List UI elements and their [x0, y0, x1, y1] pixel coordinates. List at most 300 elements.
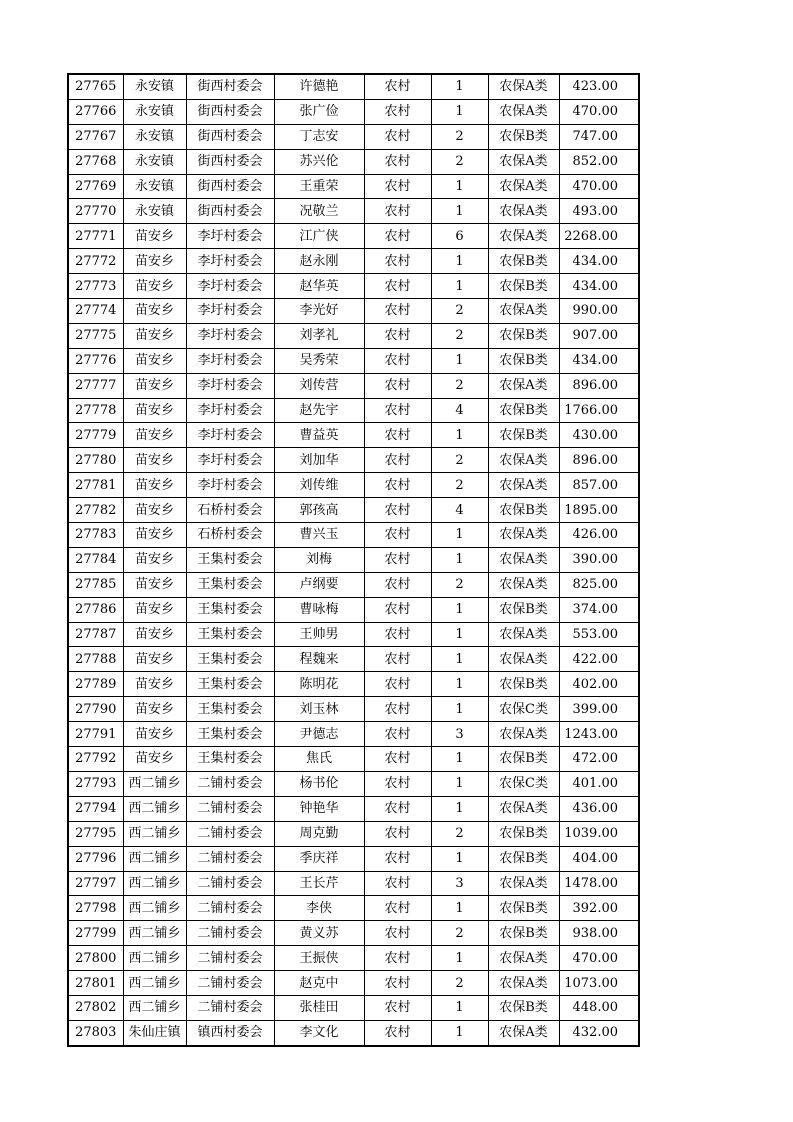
- township-cell: 苗安乡: [123, 274, 186, 299]
- amount-cell: 852.00: [559, 149, 639, 174]
- village-cell: 王集村委会: [186, 722, 274, 747]
- insurance-category-cell: 农保A类: [488, 1020, 559, 1045]
- amount-cell: 422.00: [559, 647, 639, 672]
- amount-cell: 470.00: [559, 946, 639, 971]
- village-cell: 二铺村委会: [186, 896, 274, 921]
- amount-cell: 434.00: [559, 274, 639, 299]
- insurance-category-cell: 农保A类: [488, 946, 559, 971]
- village-cell: 李圩村委会: [186, 348, 274, 373]
- name-cell: 苏兴伦: [274, 149, 364, 174]
- name-cell: 刘传维: [274, 473, 364, 498]
- record-id-cell: 27780: [68, 448, 123, 473]
- amount-cell: 470.00: [559, 174, 639, 199]
- area-type-cell: 农村: [364, 597, 431, 622]
- township-cell: 永安镇: [123, 99, 186, 124]
- record-id-cell: 27774: [68, 299, 123, 324]
- table-row: [68, 473, 639, 498]
- household-count-cell: 1: [431, 896, 488, 921]
- household-count-cell: 1: [431, 523, 488, 548]
- name-cell: 黄义苏: [274, 921, 364, 946]
- record-id-cell: 27791: [68, 722, 123, 747]
- insurance-category-cell: 农保B类: [488, 498, 559, 523]
- township-cell: 苗安乡: [123, 647, 186, 672]
- area-type-cell: 农村: [364, 473, 431, 498]
- name-cell: 丁志安: [274, 124, 364, 149]
- record-id-cell: 27767: [68, 124, 123, 149]
- name-cell: 江广侠: [274, 224, 364, 249]
- table-row: [68, 1020, 639, 1045]
- amount-cell: 470.00: [559, 99, 639, 124]
- area-type-cell: 农村: [364, 523, 431, 548]
- village-cell: 镇西村委会: [186, 1020, 274, 1045]
- household-count-cell: 2: [431, 572, 488, 597]
- village-cell: 街西村委会: [186, 99, 274, 124]
- amount-cell: 374.00: [559, 597, 639, 622]
- household-count-cell: 1: [431, 771, 488, 796]
- township-cell: 永安镇: [123, 174, 186, 199]
- name-cell: 李光好: [274, 299, 364, 324]
- amount-cell: 990.00: [559, 299, 639, 324]
- household-count-cell: 3: [431, 871, 488, 896]
- insurance-category-cell: 农保A类: [488, 473, 559, 498]
- area-type-cell: 农村: [364, 348, 431, 373]
- township-cell: 苗安乡: [123, 622, 186, 647]
- township-cell: 苗安乡: [123, 747, 186, 772]
- insurance-category-cell: 农保B类: [488, 423, 559, 448]
- area-type-cell: 农村: [364, 771, 431, 796]
- record-id-cell: 27787: [68, 622, 123, 647]
- amount-cell: 402.00: [559, 672, 639, 697]
- amount-cell: 392.00: [559, 896, 639, 921]
- area-type-cell: 农村: [364, 946, 431, 971]
- household-count-cell: 1: [431, 995, 488, 1020]
- amount-cell: 404.00: [559, 846, 639, 871]
- table-row: [68, 398, 639, 423]
- insurance-category-cell: 农保B类: [488, 398, 559, 423]
- village-cell: 李圩村委会: [186, 249, 274, 274]
- name-cell: 吴秀荣: [274, 348, 364, 373]
- record-id-cell: 27781: [68, 473, 123, 498]
- insurance-category-cell: 农保A类: [488, 74, 559, 99]
- area-type-cell: 农村: [364, 174, 431, 199]
- household-count-cell: 1: [431, 597, 488, 622]
- household-count-cell: 2: [431, 373, 488, 398]
- area-type-cell: 农村: [364, 722, 431, 747]
- amount-cell: 434.00: [559, 348, 639, 373]
- area-type-cell: 农村: [364, 622, 431, 647]
- township-cell: 苗安乡: [123, 249, 186, 274]
- area-type-cell: 农村: [364, 249, 431, 274]
- township-cell: 苗安乡: [123, 672, 186, 697]
- area-type-cell: 农村: [364, 199, 431, 224]
- record-id-cell: 27784: [68, 547, 123, 572]
- name-cell: 张广俭: [274, 99, 364, 124]
- household-count-cell: 1: [431, 647, 488, 672]
- name-cell: 尹德志: [274, 722, 364, 747]
- area-type-cell: 农村: [364, 1020, 431, 1045]
- name-cell: 曹兴玉: [274, 523, 364, 548]
- township-cell: 苗安乡: [123, 547, 186, 572]
- table-row: [68, 74, 639, 99]
- village-cell: 王集村委会: [186, 697, 274, 722]
- record-id-cell: 27801: [68, 971, 123, 996]
- amount-cell: 423.00: [559, 74, 639, 99]
- table-row: [68, 423, 639, 448]
- insurance-category-cell: 农保A类: [488, 796, 559, 821]
- household-count-cell: 4: [431, 398, 488, 423]
- amount-cell: 399.00: [559, 697, 639, 722]
- table-row: [68, 946, 639, 971]
- table-row: [68, 523, 639, 548]
- village-cell: 李圩村委会: [186, 373, 274, 398]
- household-count-cell: 1: [431, 99, 488, 124]
- village-cell: 街西村委会: [186, 149, 274, 174]
- township-cell: 西二铺乡: [123, 871, 186, 896]
- amount-cell: 825.00: [559, 572, 639, 597]
- name-cell: 曹咏梅: [274, 597, 364, 622]
- insurance-category-cell: 农保A类: [488, 523, 559, 548]
- village-cell: 街西村委会: [186, 74, 274, 99]
- amount-cell: 390.00: [559, 547, 639, 572]
- area-type-cell: 农村: [364, 498, 431, 523]
- area-type-cell: 农村: [364, 448, 431, 473]
- amount-cell: 1895.00: [559, 498, 639, 523]
- table-row: [68, 224, 639, 249]
- record-id-cell: 27795: [68, 821, 123, 846]
- village-cell: 李圩村委会: [186, 224, 274, 249]
- village-cell: 二铺村委会: [186, 995, 274, 1020]
- table-row: [68, 597, 639, 622]
- name-cell: 许德艳: [274, 74, 364, 99]
- record-id-cell: 27800: [68, 946, 123, 971]
- insurance-category-cell: 农保B类: [488, 896, 559, 921]
- name-cell: 钟艳华: [274, 796, 364, 821]
- household-count-cell: 1: [431, 747, 488, 772]
- table-row: [68, 697, 639, 722]
- table-row: [68, 971, 639, 996]
- area-type-cell: 农村: [364, 547, 431, 572]
- amount-cell: 907.00: [559, 323, 639, 348]
- township-cell: 永安镇: [123, 199, 186, 224]
- table-row: [68, 448, 639, 473]
- village-cell: 二铺村委会: [186, 946, 274, 971]
- amount-cell: 2268.00: [559, 224, 639, 249]
- area-type-cell: 农村: [364, 747, 431, 772]
- village-cell: 二铺村委会: [186, 846, 274, 871]
- household-count-cell: 2: [431, 473, 488, 498]
- record-id-cell: 27786: [68, 597, 123, 622]
- table-row: [68, 722, 639, 747]
- record-id-cell: 27798: [68, 896, 123, 921]
- township-cell: 西二铺乡: [123, 821, 186, 846]
- insurance-category-cell: 农保B类: [488, 597, 559, 622]
- township-cell: 西二铺乡: [123, 771, 186, 796]
- table-row: [68, 174, 639, 199]
- record-id-cell: 27768: [68, 149, 123, 174]
- table-row: [68, 299, 639, 324]
- village-cell: 王集村委会: [186, 547, 274, 572]
- area-type-cell: 农村: [364, 299, 431, 324]
- insurance-category-cell: 农保A类: [488, 722, 559, 747]
- table-row: [68, 672, 639, 697]
- household-count-cell: 2: [431, 149, 488, 174]
- table-row: [68, 747, 639, 772]
- record-id-cell: 27779: [68, 423, 123, 448]
- amount-cell: 1478.00: [559, 871, 639, 896]
- amount-cell: 436.00: [559, 796, 639, 821]
- insurance-category-cell: 农保B类: [488, 323, 559, 348]
- name-cell: 赵克中: [274, 971, 364, 996]
- household-count-cell: 1: [431, 547, 488, 572]
- household-count-cell: 1: [431, 74, 488, 99]
- amount-cell: 553.00: [559, 622, 639, 647]
- township-cell: 苗安乡: [123, 423, 186, 448]
- township-cell: 苗安乡: [123, 398, 186, 423]
- table-row: [68, 99, 639, 124]
- amount-cell: 472.00: [559, 747, 639, 772]
- township-cell: 苗安乡: [123, 498, 186, 523]
- insurance-category-cell: 农保B类: [488, 348, 559, 373]
- name-cell: 季庆祥: [274, 846, 364, 871]
- table-row: [68, 199, 639, 224]
- township-cell: 永安镇: [123, 124, 186, 149]
- township-cell: 西二铺乡: [123, 921, 186, 946]
- township-cell: 永安镇: [123, 149, 186, 174]
- name-cell: 刘梅: [274, 547, 364, 572]
- amount-cell: 426.00: [559, 523, 639, 548]
- household-count-cell: 1: [431, 796, 488, 821]
- insurance-category-cell: 农保B类: [488, 747, 559, 772]
- record-id-cell: 27772: [68, 249, 123, 274]
- amount-cell: 896.00: [559, 373, 639, 398]
- record-id-cell: 27778: [68, 398, 123, 423]
- area-type-cell: 农村: [364, 99, 431, 124]
- area-type-cell: 农村: [364, 995, 431, 1020]
- village-cell: 石桥村委会: [186, 498, 274, 523]
- table-row: [68, 921, 639, 946]
- insurance-category-cell: 农保A类: [488, 99, 559, 124]
- table-body: [68, 74, 639, 1046]
- table-row: [68, 796, 639, 821]
- table-row: [68, 124, 639, 149]
- table-row: [68, 373, 639, 398]
- township-cell: 苗安乡: [123, 323, 186, 348]
- record-id-cell: 27771: [68, 224, 123, 249]
- village-cell: 二铺村委会: [186, 871, 274, 896]
- name-cell: 赵华英: [274, 274, 364, 299]
- record-id-cell: 27783: [68, 523, 123, 548]
- insurance-category-cell: 农保A类: [488, 149, 559, 174]
- name-cell: 杨书伦: [274, 771, 364, 796]
- name-cell: 李侠: [274, 896, 364, 921]
- household-count-cell: 1: [431, 946, 488, 971]
- insurance-category-cell: 农保C类: [488, 771, 559, 796]
- household-count-cell: 2: [431, 821, 488, 846]
- name-cell: 程魏来: [274, 647, 364, 672]
- township-cell: 苗安乡: [123, 348, 186, 373]
- household-count-cell: 1: [431, 348, 488, 373]
- amount-cell: 896.00: [559, 448, 639, 473]
- area-type-cell: 农村: [364, 373, 431, 398]
- household-count-cell: 2: [431, 299, 488, 324]
- amount-cell: 1039.00: [559, 821, 639, 846]
- township-cell: 苗安乡: [123, 572, 186, 597]
- record-id-cell: 27794: [68, 796, 123, 821]
- village-cell: 李圩村委会: [186, 423, 274, 448]
- area-type-cell: 农村: [364, 846, 431, 871]
- amount-cell: 430.00: [559, 423, 639, 448]
- table-row: [68, 249, 639, 274]
- village-cell: 李圩村委会: [186, 473, 274, 498]
- name-cell: 焦氏: [274, 747, 364, 772]
- village-cell: 二铺村委会: [186, 921, 274, 946]
- insurance-category-cell: 农保A类: [488, 647, 559, 672]
- amount-cell: 1073.00: [559, 971, 639, 996]
- household-count-cell: 2: [431, 124, 488, 149]
- insurance-category-cell: 农保A类: [488, 299, 559, 324]
- township-cell: 西二铺乡: [123, 796, 186, 821]
- township-cell: 西二铺乡: [123, 846, 186, 871]
- township-cell: 苗安乡: [123, 597, 186, 622]
- insurance-category-cell: 农保B类: [488, 672, 559, 697]
- area-type-cell: 农村: [364, 149, 431, 174]
- township-cell: 苗安乡: [123, 448, 186, 473]
- township-cell: 苗安乡: [123, 697, 186, 722]
- area-type-cell: 农村: [364, 74, 431, 99]
- insurance-category-cell: 农保B类: [488, 249, 559, 274]
- household-count-cell: 2: [431, 448, 488, 473]
- table-row: [68, 871, 639, 896]
- area-type-cell: 农村: [364, 921, 431, 946]
- record-id-cell: 27766: [68, 99, 123, 124]
- area-type-cell: 农村: [364, 697, 431, 722]
- household-count-cell: 1: [431, 199, 488, 224]
- township-cell: 苗安乡: [123, 722, 186, 747]
- record-id-cell: 27770: [68, 199, 123, 224]
- village-cell: 李圩村委会: [186, 323, 274, 348]
- village-cell: 李圩村委会: [186, 448, 274, 473]
- household-count-cell: 6: [431, 224, 488, 249]
- village-cell: 李圩村委会: [186, 398, 274, 423]
- name-cell: 刘玉林: [274, 697, 364, 722]
- household-count-cell: 1: [431, 423, 488, 448]
- amount-cell: 434.00: [559, 249, 639, 274]
- area-type-cell: 农村: [364, 572, 431, 597]
- name-cell: 王振侠: [274, 946, 364, 971]
- record-id-cell: 27790: [68, 697, 123, 722]
- area-type-cell: 农村: [364, 124, 431, 149]
- township-cell: 苗安乡: [123, 523, 186, 548]
- record-id-cell: 27777: [68, 373, 123, 398]
- insurance-category-cell: 农保A类: [488, 199, 559, 224]
- record-id-cell: 27803: [68, 1020, 123, 1045]
- area-type-cell: 农村: [364, 821, 431, 846]
- table-row: [68, 498, 639, 523]
- area-type-cell: 农村: [364, 672, 431, 697]
- insurance-category-cell: 农保B类: [488, 846, 559, 871]
- household-count-cell: 1: [431, 697, 488, 722]
- amount-cell: 857.00: [559, 473, 639, 498]
- table-row: [68, 995, 639, 1020]
- insurance-category-cell: 农保A类: [488, 373, 559, 398]
- township-cell: 朱仙庄镇: [123, 1020, 186, 1045]
- insurance-category-cell: 农保C类: [488, 697, 559, 722]
- table-row: [68, 323, 639, 348]
- record-id-cell: 27765: [68, 74, 123, 99]
- record-id-cell: 27797: [68, 871, 123, 896]
- village-cell: 二铺村委会: [186, 971, 274, 996]
- household-count-cell: 1: [431, 622, 488, 647]
- name-cell: 刘加华: [274, 448, 364, 473]
- amount-cell: 448.00: [559, 995, 639, 1020]
- name-cell: 张桂田: [274, 995, 364, 1020]
- amount-cell: 747.00: [559, 124, 639, 149]
- village-cell: 二铺村委会: [186, 771, 274, 796]
- insurance-category-cell: 农保B类: [488, 274, 559, 299]
- village-cell: 王集村委会: [186, 572, 274, 597]
- record-id-cell: 27792: [68, 747, 123, 772]
- township-cell: 苗安乡: [123, 473, 186, 498]
- name-cell: 况敬兰: [274, 199, 364, 224]
- record-id-cell: 27775: [68, 323, 123, 348]
- record-id-cell: 27769: [68, 174, 123, 199]
- table-row: [68, 274, 639, 299]
- village-cell: 街西村委会: [186, 174, 274, 199]
- amount-cell: 401.00: [559, 771, 639, 796]
- insurance-category-cell: 农保B类: [488, 124, 559, 149]
- area-type-cell: 农村: [364, 398, 431, 423]
- record-id-cell: 27776: [68, 348, 123, 373]
- township-cell: 西二铺乡: [123, 896, 186, 921]
- name-cell: 王长芹: [274, 871, 364, 896]
- township-cell: 苗安乡: [123, 373, 186, 398]
- household-count-cell: 1: [431, 672, 488, 697]
- name-cell: 郭孩高: [274, 498, 364, 523]
- area-type-cell: 农村: [364, 224, 431, 249]
- record-id-cell: 27799: [68, 921, 123, 946]
- household-count-cell: 1: [431, 274, 488, 299]
- table-row: [68, 348, 639, 373]
- record-id-cell: 27796: [68, 846, 123, 871]
- record-id-cell: 27793: [68, 771, 123, 796]
- record-id-cell: 27802: [68, 995, 123, 1020]
- amount-cell: 1243.00: [559, 722, 639, 747]
- township-cell: 苗安乡: [123, 299, 186, 324]
- area-type-cell: 农村: [364, 896, 431, 921]
- name-cell: 卢纲要: [274, 572, 364, 597]
- table-row: [68, 896, 639, 921]
- name-cell: 赵永刚: [274, 249, 364, 274]
- area-type-cell: 农村: [364, 423, 431, 448]
- area-type-cell: 农村: [364, 971, 431, 996]
- insurance-category-cell: 农保A类: [488, 871, 559, 896]
- name-cell: 周克勤: [274, 821, 364, 846]
- insurance-category-cell: 农保A类: [488, 572, 559, 597]
- household-count-cell: 2: [431, 971, 488, 996]
- table-row: [68, 572, 639, 597]
- household-count-cell: 1: [431, 846, 488, 871]
- table-row: [68, 547, 639, 572]
- household-count-cell: 2: [431, 921, 488, 946]
- household-count-cell: 1: [431, 249, 488, 274]
- township-cell: 永安镇: [123, 74, 186, 99]
- township-cell: 西二铺乡: [123, 971, 186, 996]
- village-cell: 李圩村委会: [186, 274, 274, 299]
- household-count-cell: 4: [431, 498, 488, 523]
- household-count-cell: 2: [431, 323, 488, 348]
- village-cell: 王集村委会: [186, 647, 274, 672]
- insurance-category-cell: 农保A类: [488, 224, 559, 249]
